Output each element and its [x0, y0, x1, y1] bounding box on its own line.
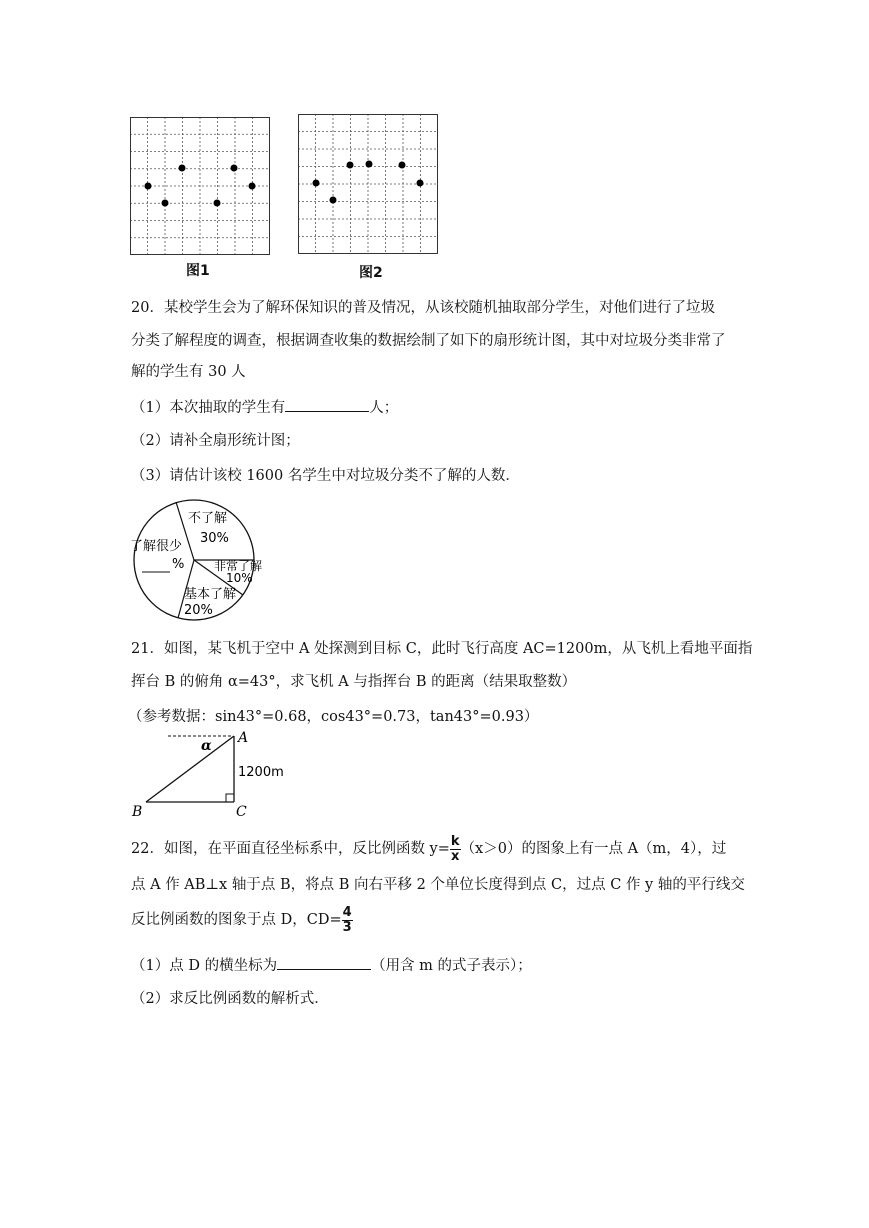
- pie-label-buliaojie: 不了解: [188, 511, 228, 526]
- q21-ref-data: （参考数据：sin43°=0.68，cos43°=0.73，tan43°=0.93）: [128, 709, 539, 725]
- label-height: 1200m: [238, 765, 284, 780]
- right-angle-mark: [226, 794, 234, 802]
- grid-1-point: [162, 200, 169, 207]
- figure-1-caption: 图1: [186, 263, 210, 279]
- pie-chart: [128, 498, 273, 626]
- label-b: B: [132, 804, 143, 820]
- q20-sub1-prefix: （1）本次抽取的学生有: [131, 400, 286, 416]
- q22-sub1-blank: [277, 955, 371, 970]
- triangle-figure: [128, 728, 288, 820]
- q22-cd-den: 3: [342, 919, 352, 935]
- pie-pct-jiben: 20%: [184, 603, 213, 618]
- grid-2-point: [347, 162, 354, 169]
- q22-sub1-prefix: （1）点 D 的横坐标为: [131, 958, 278, 974]
- grid-2-point: [417, 180, 424, 187]
- q21-text-line2: 挥台 B 的俯角 α=43°，求飞机 A 与指挥台 B 的距离（结果取整数）: [131, 674, 577, 690]
- q20-text-line2: 分类了解程度的调查，根据调查收集的数据绘制了如下的扇形统计图，其中对垃圾分类非常了: [131, 333, 726, 349]
- q21-text-line1: 21．如图，某飞机于空中 A 处探测到目标 C，此时飞行高度 AC=1200m，从飞机上看地平面指: [131, 641, 753, 657]
- grid-1-point: [231, 165, 238, 172]
- q22-frac-den: x: [451, 848, 460, 864]
- q22-sub1-suffix: （用含 m 的式子表示）；: [371, 958, 532, 974]
- pie-pct-liaojiehenshao: %: [172, 557, 185, 572]
- q20-text-line1: 20．某校学生会为了解环保知识的普及情况，从该校随机抽取部分学生，对他们进行了垃圾: [131, 300, 715, 316]
- pie-label-liaojiehenshao: 了解很少: [130, 539, 183, 554]
- grid-1-point: [249, 183, 256, 190]
- q22-frac-num: k: [450, 833, 460, 849]
- q20-sub1: [131, 397, 398, 418]
- label-c: C: [236, 804, 247, 820]
- q20-text-line3: 解的学生有 30 人: [131, 364, 246, 380]
- q20-sub1-blank: [285, 397, 369, 412]
- q22-cd-num: 4: [342, 904, 352, 920]
- grid-2-point: [313, 180, 320, 187]
- label-alpha: α: [201, 738, 212, 754]
- q22-text-line3: [131, 903, 353, 937]
- label-a: A: [238, 730, 249, 746]
- grid-1-point: [179, 165, 186, 172]
- grid-1-point: [145, 183, 152, 190]
- q22-fraction-k-over-x: [450, 835, 461, 864]
- pie-pct-feichang: 10%: [226, 571, 253, 585]
- q20-sub2: （2）请补全扇形统计图；: [131, 433, 300, 449]
- q22-line3-prefix: 反比例函数的图象于点 D，CD=: [131, 912, 342, 928]
- grid-2-point: [330, 197, 337, 204]
- figure-2-caption: 图2: [359, 265, 383, 281]
- grid-figure-2: [298, 114, 438, 254]
- grid-1-point: [214, 200, 221, 207]
- grid-figure-1: [130, 117, 270, 255]
- q22-line1-prefix: 22．如图，在平面直径坐标系中，反比例函数 y=: [131, 841, 450, 857]
- grid-2-point: [399, 162, 406, 169]
- pie-label-feichang: 非常了解: [214, 559, 263, 573]
- segment-ab: [146, 736, 234, 802]
- pie-label-jiben: 基本了解: [184, 587, 237, 602]
- q22-sub1: [131, 955, 532, 976]
- q20-sub1-suffix: 人；: [369, 400, 399, 416]
- q22-text-line2: 点 A 作 AB⊥x 轴于点 B，将点 B 向右平移 2 个单位长度得到点 C，过点 C 作 y 轴的平行线交: [131, 877, 745, 893]
- q20-sub3: （3）请估计该校 1600 名学生中对垃圾分类不了解的人数．: [131, 468, 520, 484]
- grid-2-point: [366, 161, 373, 168]
- q22-sub2: （2）求反比例函数的解析式．: [131, 991, 329, 1007]
- q22-text-line1: [131, 834, 726, 864]
- q22-line1-suffix: （x＞0）的图象上有一点 A（m，4），过: [460, 841, 727, 857]
- q22-fraction-cd: [342, 906, 353, 935]
- pie-pct-buliaojie: 30%: [200, 531, 229, 546]
